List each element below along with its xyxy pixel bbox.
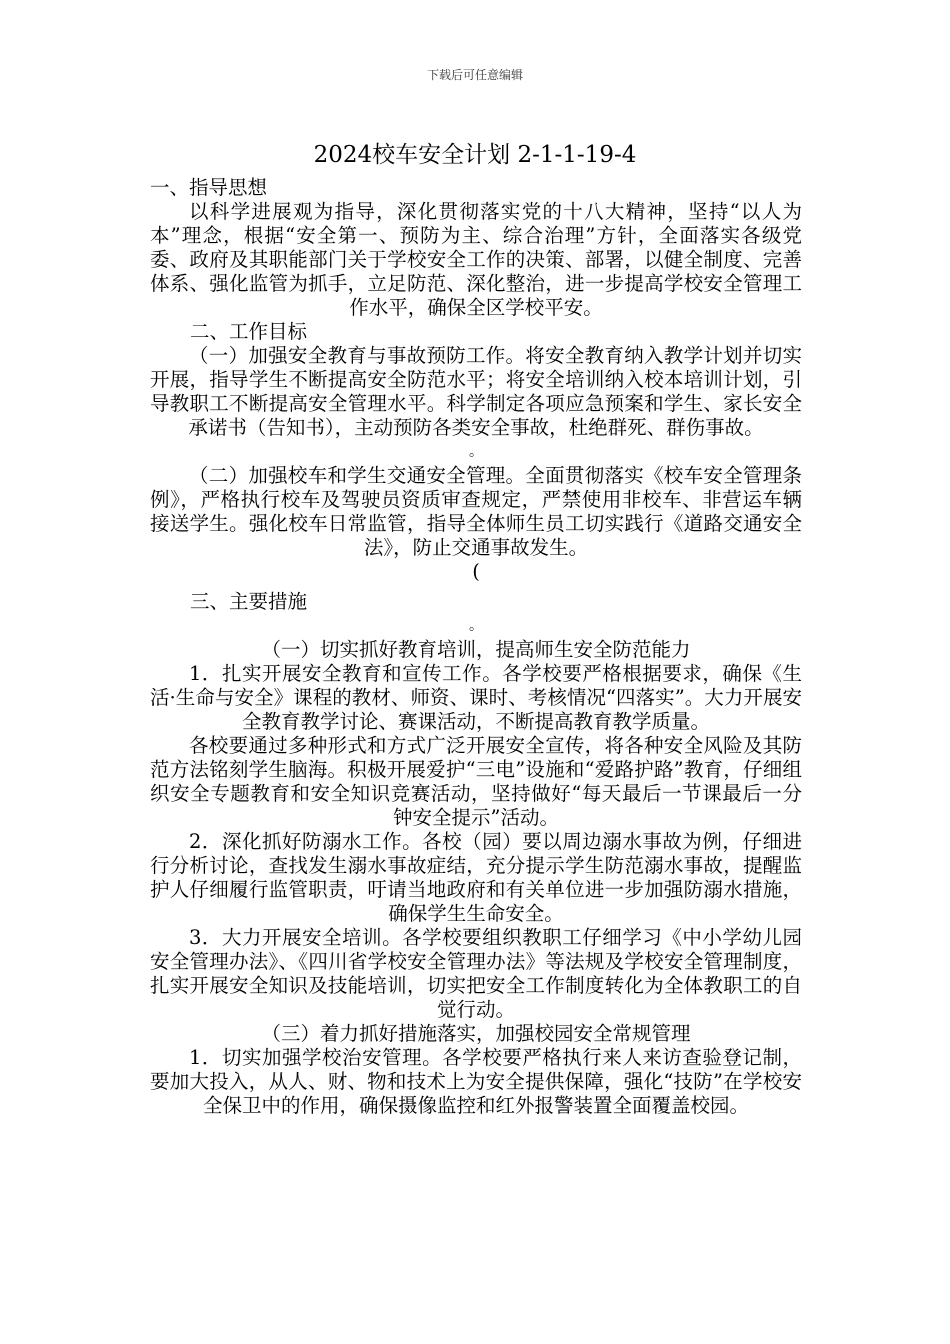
paragraph: 3．大力开展安全培训。各学校要组织教职工仔细学习《中小学幼儿园安全管理办法》、《四川省学校安全管理办法》等法规及学校安全管理制度，扎实开展安全知识及技能培训，切实把安全工作制度转化为全体教职工的自觉行动。 xyxy=(150,926,802,1021)
paragraph: 1．切实加强学校治安管理。各学校要严格执行来人来访查验登记制，要加大投入，从人、财、物和技术上为安全提供保障，强化“技防”在学校安全保卫中的作用，确保摄像监控和红外报警装置全面覆盖校园。 xyxy=(150,1046,802,1117)
paragraph: （一）加强安全教育与事故预防工作。将安全教育纳入教学计划并切实开展，指导学生不断提高安全防范水平；将安全培训纳入校本培训计划，引导教职工不断提高安全管理水平。科学制定各项应急预案和学生、家长安全承诺书（告知书），主动预防各类安全事故，杜绝群死、群伤事故。 xyxy=(150,344,802,439)
paragraph: 1．扎实开展安全教育和宣传工作。各学校要严格根据要求，确保《生活·生命与安全》课程的教材、师资、课时、考核情况“四落实”。大力开展安全教育教学讨论、赛课活动，不断提高教育教学质量。 xyxy=(150,662,802,733)
paragraph: 以科学进展观为指导，深化贯彻落实党的十八大精神，坚持“以人为本”理念，根据“安全第一、预防为主、综合治理”方针，全面落实各级党委、政府及其职能部门关于学校安全工作的决策、部署，以健全制度、完善体系、强化监管为抓手，立足防范、深化整治，进一步提高学校安全管理工作水平，确保全区学校平安。 xyxy=(150,200,802,319)
subsection-heading: （一）切实抓好教育培训，提高师生安全防范能力 xyxy=(261,638,691,661)
section-heading-3: 三、主要措施 xyxy=(190,590,308,613)
paragraph: 各校要通过多种形式和方式广泛开展安全宣传，将各种安全风险及其防范方法铭刻学生脑海。积极开展爱护“三电”设施和“爱路护路”教育，仔细组织安全专题教育和安全知识竞赛活动，坚持做好“每天最后一节课最后一分钟安全提示”活动。 xyxy=(150,734,802,829)
stray-mark: 。 xyxy=(469,618,483,634)
section-heading-1: 一、指导思想 xyxy=(150,176,268,199)
stray-mark: 。 xyxy=(469,444,483,460)
document-body xyxy=(150,176,802,1118)
header-note: 下载后可任意编辑 xyxy=(426,68,523,82)
paragraph: 2．深化抓好防溺水工作。各校（园）要以周边溺水事故为例，仔细进行分析讨论，查找发生溺水事故症结，充分提示学生防范溺水事故，提醒监护人仔细履行监管职责，吁请当地政府和有关单位进一步加强防溺水措施，确保学生生命安全。 xyxy=(150,830,802,925)
subsection-heading: （三）着力抓好措施落实，加强校园安全常规管理 xyxy=(261,1022,691,1045)
stray-mark: ( xyxy=(472,560,480,583)
section-heading-2: 二、工作目标 xyxy=(190,320,308,343)
document-title: 2024校车安全计划 2-1-1-19-4 xyxy=(313,142,637,168)
paragraph: （二）加强校车和学生交通安全管理。全面贯彻落实《校车安全管理条例》，严格执行校车及驾驶员资质审查规定，严禁使用非校车、非营运车辆接送学生。强化校车日常监管，指导全体师生员工切实践行《道路交通安全法》，防止交通事故发生。 xyxy=(150,464,802,559)
